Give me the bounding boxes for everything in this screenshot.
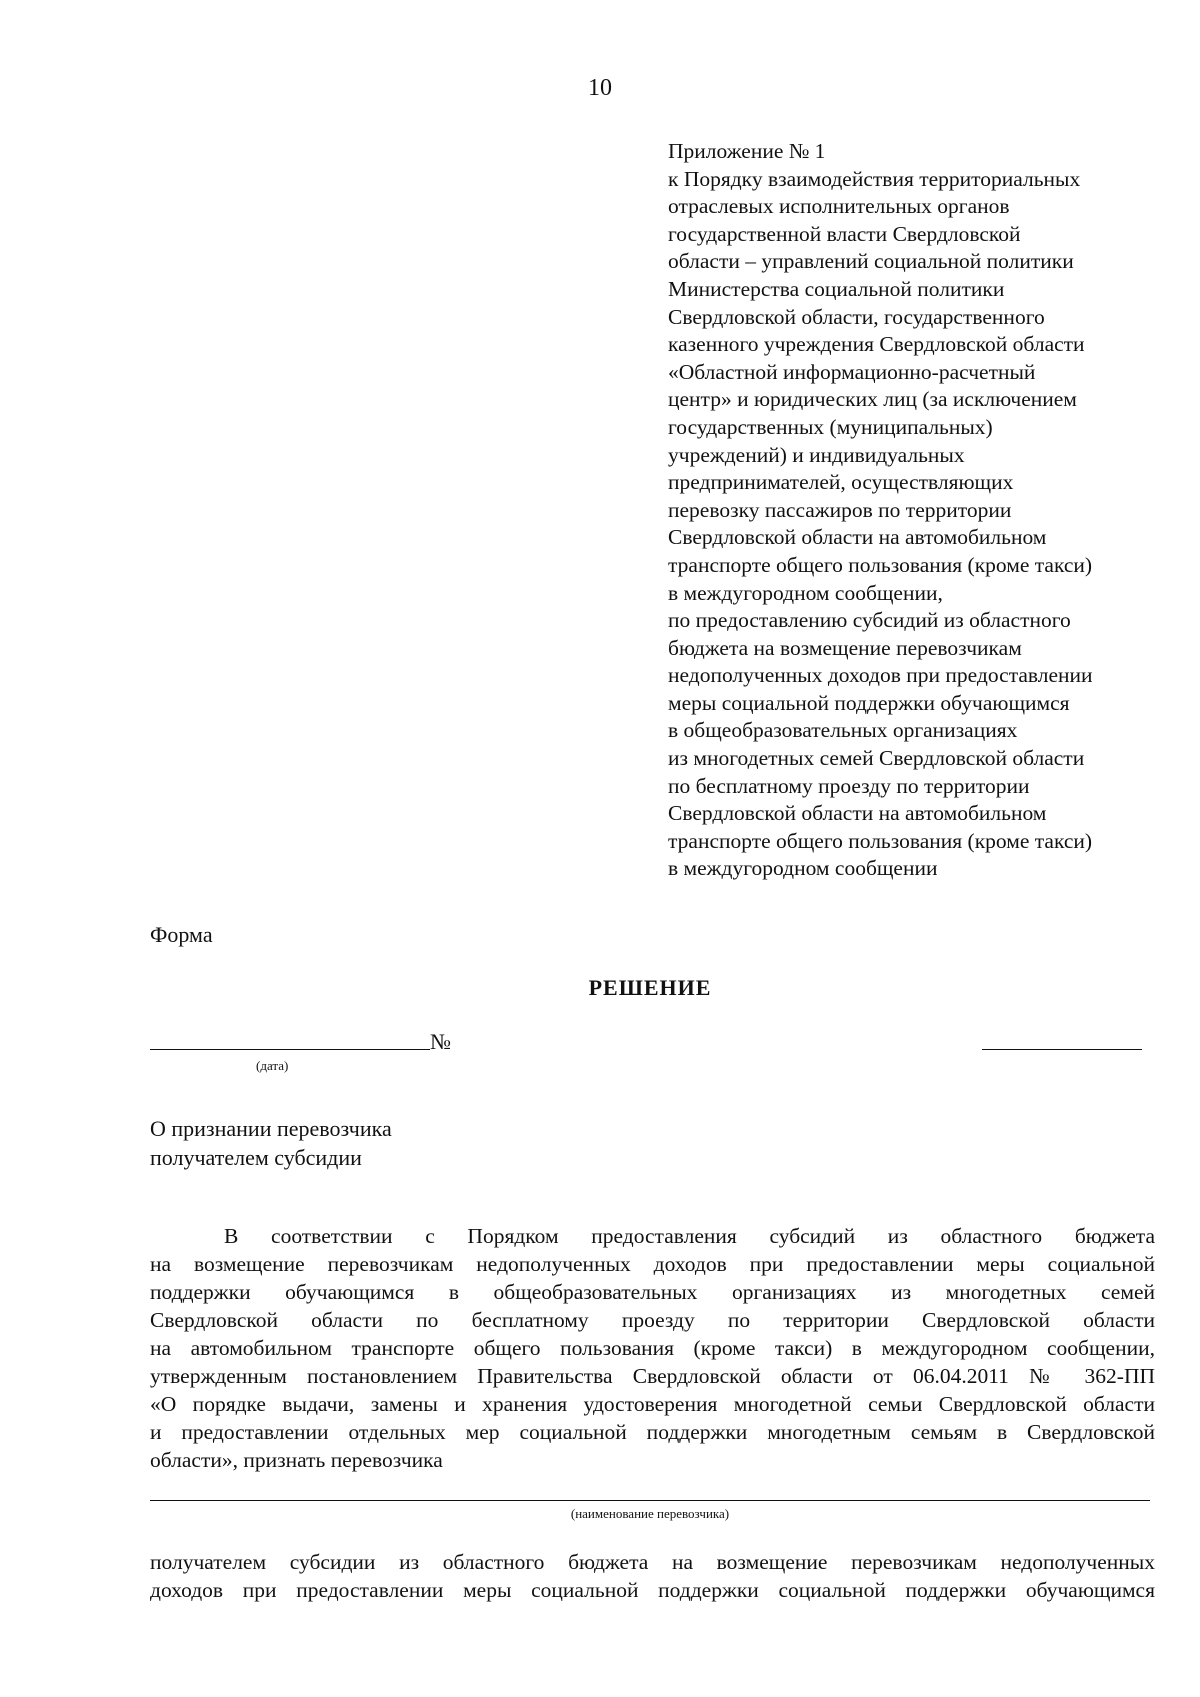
appendix-line: недополученных доходов при предоставлении [668,663,1093,688]
page-number: 10 [588,75,612,101]
appendix-line: перевозку пассажиров по территории [668,497,1012,522]
number-fill-line [982,1049,1142,1050]
carrier-caption: (наименование перевозчика) [570,1506,730,1521]
appendix-line: в общеобразовательных организациях [668,718,1018,743]
appendix-line: по предоставлению субсидий из областного [668,608,1071,633]
appendix-line: Министерства социальной политики [668,276,1005,301]
continuation-paragraph [150,1548,1155,1604]
body-line: и предоставлении отдельных мер социальной поддержки многодетным семьям в Свердловской [150,1420,1155,1444]
appendix-line: государственной власти Свердловской [668,221,1021,246]
appendix-line: предпринимателей, осуществляющих [668,470,1014,495]
body-line: на автомобильном транспорте общего пользования (кроме такси) в междугородном сообщении, [150,1336,1155,1360]
document-title: РЕШЕНИЕ [588,975,712,1000]
appendix-line: к Порядку взаимодействия территориальных [668,166,1081,191]
appendix-line: Свердловской области на автомобильном [668,525,1047,550]
appendix-line: учреждений) и индивидуальных [668,442,965,467]
subject-block [150,1114,392,1172]
appendix-line: области – управлений социальной политики [668,249,1074,274]
appendix-line: отраслевых исполнительных органов [668,194,1010,219]
body-line: Свердловской области по бесплатному проезду по территории Свердловской области [150,1308,1155,1332]
appendix-line: Свердловской области, государственного [668,304,1045,329]
appendix-line: из многодетных семей Свердловской области [668,746,1085,771]
appendix-line: в междугородном сообщении [668,856,938,881]
body-line: В соответствии с Порядком предоставления субсидий из областного бюджета [224,1224,1155,1248]
body-line: на возмещение перевозчикам недополученных доходов при предоставлении меры социальной [150,1252,1155,1276]
continuation-line: получателем субсидии из областного бюджета на возмещение перевозчикам недополученных [150,1550,1155,1574]
appendix-line: казенного учреждения Свердловской области [668,332,1085,357]
appendix-line: в междугородном сообщении, [668,580,943,605]
body-line: области», признать перевозчика [150,1448,443,1472]
body-line: утвержденным постановлением Правительства Свердловской области от 06.04.2011 № 362-ПП [150,1364,1155,1388]
subject-line: О признании перевозчика [150,1116,392,1141]
appendix-line: по бесплатному проезду по территории [668,773,1030,798]
appendix-line: транспорте общего пользования (кроме такси) [668,828,1093,853]
subject-line: получателем субсидии [150,1145,362,1170]
appendix-line: Свердловской области на автомобильном [668,801,1047,826]
appendix-line: государственных (муниципальных) [668,414,993,439]
body-line: «О порядке выдачи, замены и хранения удостоверения многодетной семьи Свердловской области [150,1392,1155,1416]
appendix-line: меры социальной поддержки обучающимся [668,690,1070,715]
appendix-block [668,138,1168,883]
continuation-line: доходов при предоставлении меры социальной поддержки социальной поддержки обучающимся [150,1578,1155,1602]
appendix-line: транспорте общего пользования (кроме такси) [668,552,1093,577]
date-fill-line [150,1049,430,1050]
carrier-name-fill-line [150,1500,1150,1501]
form-label: Форма [150,922,213,947]
body-paragraph [150,1222,1155,1474]
appendix-line: центр» и юридических лиц (за исключением [668,387,1077,412]
appendix-line: Приложение № 1 [668,139,826,163]
number-sign: № [430,1029,451,1054]
appendix-line: бюджета на возмещение перевозчикам [668,635,1022,660]
appendix-line: «Областной информационно-расчетный [668,359,1036,384]
date-caption: (дата) [256,1058,289,1073]
body-line: поддержки обучающимся в общеобразовательных организациях из многодетных семей [150,1280,1155,1304]
